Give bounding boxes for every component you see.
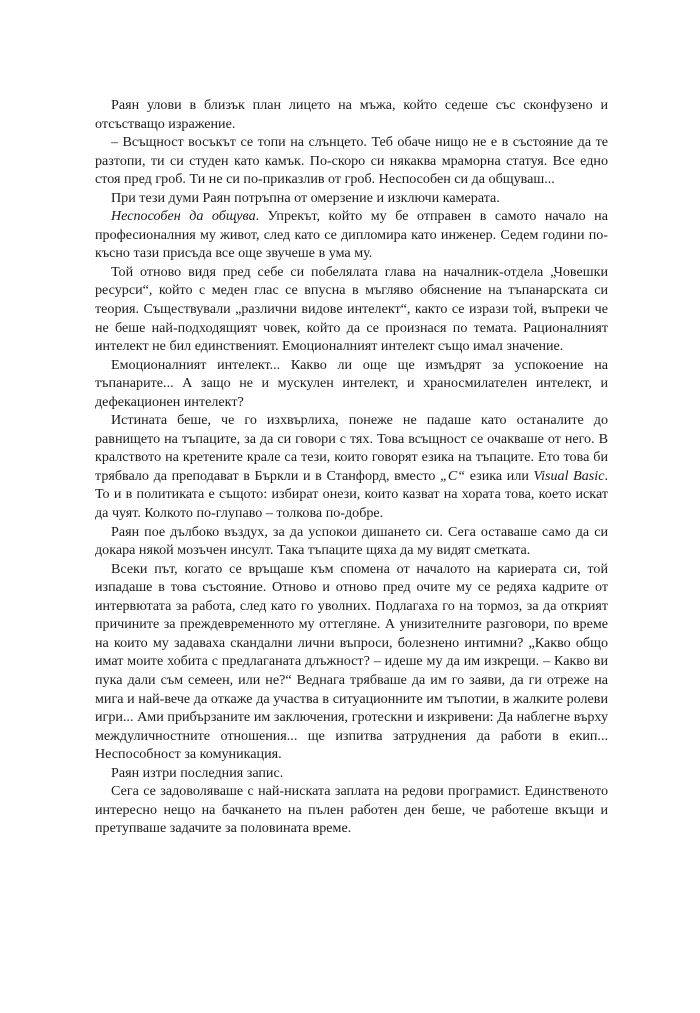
paragraph-3: [95, 189, 608, 208]
paragraph-9: [95, 560, 608, 764]
paragraph-text: . То и в политиката е същото: избират онези, които казват на хората това, което искат да чуят. Колкото по-глупаво – толкова по-добре.: [95, 467, 608, 522]
paragraph-8: [95, 523, 608, 560]
paragraph-text: . Упрекът, който му бе отправен в самото начало на професионалния му живот, след като се дипломира като инженер. Седем години по-късно тази присъда все още звучеше в ума му.: [95, 208, 608, 262]
paragraph-5: [95, 263, 608, 356]
paragraph-text: Раян улови в близък план лицето на мъжа, който седеше със сконфузено и отсъстващо изражение.: [95, 97, 608, 132]
paragraph-text: Раян пое дълбоко въздух, за да успокои дишането си. Сега оставаше само да си докара някой мозъчен инсулт. Така тъпаците щяха да му видят сметката.: [95, 523, 608, 559]
paragraph-text: При тези думи Раян потръпна от омерзение и изключи камерата.: [111, 189, 500, 206]
document-page: [95, 96, 608, 838]
italic-phrase: Visual Basic: [533, 467, 605, 484]
italic-phrase: „C“: [440, 467, 466, 484]
paragraph-4: [95, 207, 608, 263]
paragraph-text: езика или: [465, 467, 534, 484]
paragraph-text: Раян изтри последния запис.: [111, 764, 284, 781]
italic-phrase: Неспособен да общува: [111, 208, 256, 225]
paragraph-1: [95, 96, 608, 133]
paragraph-7: [95, 411, 608, 522]
paragraph-2: [95, 133, 608, 189]
paragraph-text: Всеки път, когато се връщаше към спомена от началото на кариерата си, той изпадаше в това състояние. Отново и отново пред очите му се редяха кадрите от интервютата за работа, след като го уволних. Подлагаха го на тормоз, за да открият причините за преждевременното му оттегляне. А унизителните разговори, по време на които му задаваха скандални лични въпроси, болезнено интимни? „Какво общо имат моите хобита с предлаганата длъжност? – идеше му да им изкрещи. – Какво ви пука дали съм семеен, или не?“ Веднага трябваше да им го заяви, да ги отреже на мига и най-вече да откаже да участва в ситуационните им тъпотии, в жалките ролеви игри... Ами прибързаните им заключения, гротескни и изкривени: Да наблегне върху междуличностните отношения... ще изпитва затруднения да работи в екип... Неспособност за комуникация.: [95, 560, 608, 763]
paragraph-text: Сега се задоволяваше с най-ниската заплата на редови програмист. Единственото интересно нещо на бачкането на пълен работен ден беше, че работеше вкъщи и претупваше задачите за половината време.: [95, 783, 608, 837]
paragraph-text: Истината беше, че го изхвърлиха, понеже не падаше като останалите до равнището на тъпаците, за да си говори с тях. Това всъщност се очакваше от него. В кралството на кретените крале са тези, които говорят езика на тъпаците. Ето това би трябвало да преподават в Бъркли и в Станфорд, вместо: [95, 412, 608, 484]
paragraph-6: [95, 356, 608, 412]
paragraph-10: [95, 764, 608, 783]
paragraph-text: Той отново видя пред себе си побелялата глава на началник-отдела „Човешки ресурси“, който с меден глас се впусна в мъгляво обяснение на тъпанарската си теория. Съществували „различни видове интелект“, както се изрази той, въпреки че не беше най-подходящият човек, който да се произнася по темата. Рационалният интелект не бил единственият. Емоционалният интелект също имал значение.: [95, 263, 608, 355]
paragraph-text: – Всъщност восъкът се топи на слънцето. Теб обаче нищо не е в състояние да те разтопи, ти си студен като камък. По-скоро си някаква мраморна статуя. Все едно стоя пред гроб. Ти не си по-приказлив от гроб. Неспособен си да общуваш...: [95, 134, 608, 188]
paragraph-11: [95, 782, 608, 838]
paragraph-text: Емоционалният интелект... Какво ли още ще измъдрят за успокоение на тъпанарите... А защо не и мускулен интелект, и храносмилателен интелект, и дефекационен интелект?: [95, 356, 608, 410]
